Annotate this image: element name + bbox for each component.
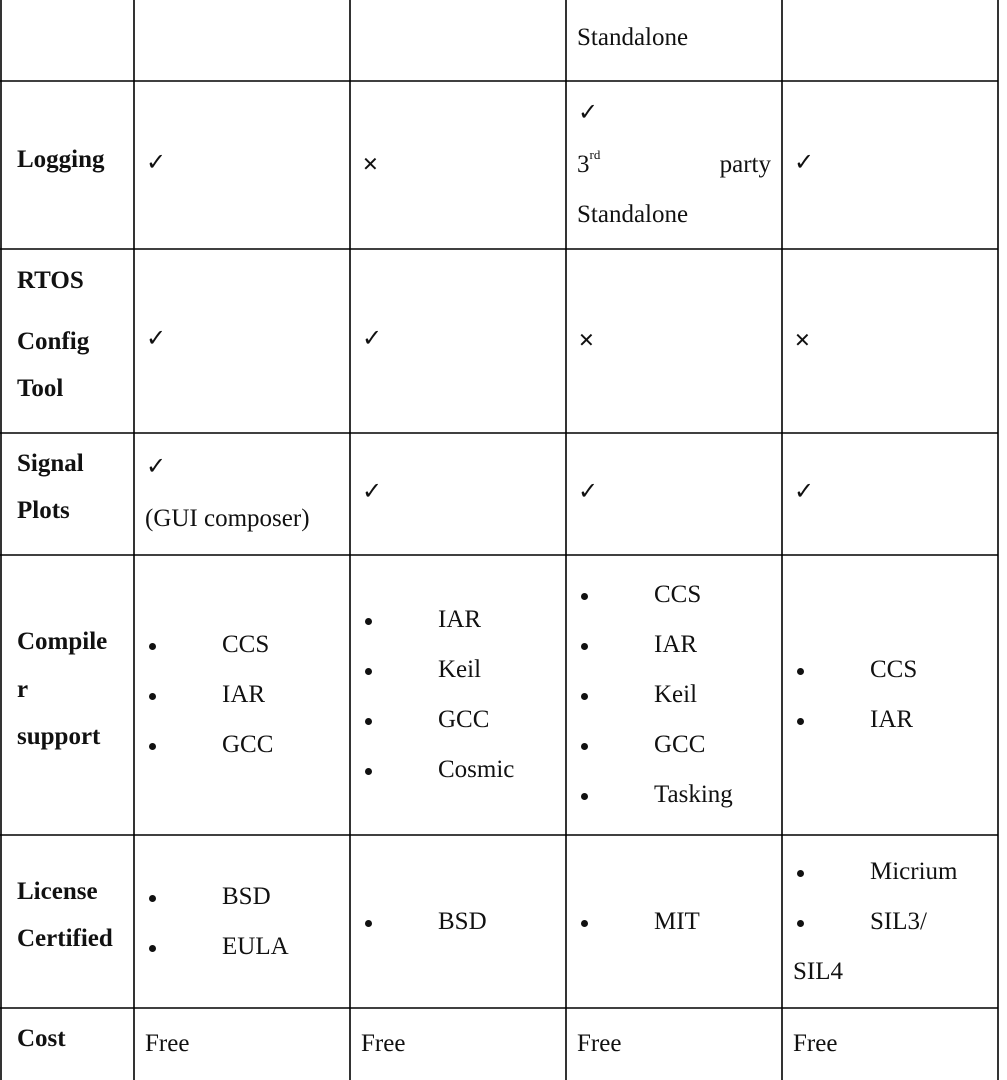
bullet-icon [365, 718, 372, 725]
bullet-icon [365, 618, 372, 625]
cross-icon: ✕ [794, 328, 811, 352]
table-cell [782, 433, 998, 555]
table-cell [134, 1008, 350, 1080]
table-cell [566, 433, 782, 555]
bullet-text: Cosmic [438, 756, 515, 783]
table-cell [566, 835, 782, 1008]
table-cell [566, 249, 782, 433]
bullet-text: CCS [654, 581, 702, 608]
bullet-icon [365, 668, 372, 675]
cell-text: party [719, 151, 771, 178]
row-label-line: Logging [17, 146, 105, 173]
cell-text: SIL4 [793, 957, 843, 985]
table-cell [350, 0, 566, 81]
bullet-icon [149, 743, 156, 750]
bullet-text: SIL3/ [870, 907, 927, 935]
check-icon: ✓ [146, 452, 167, 480]
bullet-icon [149, 945, 156, 952]
cross-icon: ✕ [578, 328, 595, 352]
table-cell [350, 1008, 566, 1080]
cell-text: Free [361, 1030, 406, 1057]
table-cell [782, 1008, 998, 1080]
bullet-icon [581, 593, 588, 600]
bullet-icon [581, 793, 588, 800]
table-cell [134, 249, 350, 433]
row-label-line: Plots [17, 497, 70, 524]
row-label-line: License [17, 878, 98, 905]
table-cell [350, 249, 566, 433]
bullet-text: GCC [438, 706, 490, 733]
bullet-icon [149, 895, 156, 902]
table-cell [782, 81, 998, 249]
bullet-text: CCS [222, 631, 270, 658]
superscript: rd [589, 147, 601, 162]
bullet-text: IAR [438, 606, 482, 633]
bullet-icon [149, 643, 156, 650]
table-cell [782, 555, 998, 835]
row-label-cell [1, 0, 134, 81]
bullet-text: CCS [870, 656, 918, 683]
bullet-icon [581, 643, 588, 650]
row-label-line: Compile [17, 628, 108, 655]
bullet-text: EULA [222, 932, 289, 960]
table-cell [782, 0, 998, 81]
bullet-text: IAR [870, 706, 914, 733]
bullet-icon [797, 870, 804, 877]
row-label-cell [1, 433, 134, 555]
table-cell [350, 555, 566, 835]
cell-text: Free [577, 1030, 622, 1057]
table-cell [350, 835, 566, 1008]
bullet-text: GCC [654, 731, 706, 758]
table-cell [566, 81, 782, 249]
bullet-icon [797, 718, 804, 725]
bullet-text: BSD [438, 907, 487, 935]
row-label-line: Certified [17, 925, 113, 952]
bullet-icon [581, 693, 588, 700]
bullet-text: Keil [654, 681, 698, 708]
check-icon: ✓ [794, 148, 815, 176]
row-label-cell [1, 249, 134, 433]
table-cell [134, 835, 350, 1008]
bullet-icon [581, 920, 588, 927]
table-cell [782, 835, 998, 1008]
bullet-icon [797, 920, 804, 927]
table-cell [566, 555, 782, 835]
table-cell [566, 1008, 782, 1080]
check-icon: ✓ [578, 477, 599, 505]
bullet-text: MIT [654, 907, 700, 935]
row-label-line: Cost [17, 1025, 66, 1052]
row-label-line: r [17, 676, 29, 703]
table-cell [782, 249, 998, 433]
cell-text: Standalone [577, 24, 689, 51]
cell-text: Free [793, 1030, 838, 1057]
check-icon: ✓ [146, 324, 167, 352]
bullet-icon [581, 743, 588, 750]
bullet-text: Keil [438, 656, 482, 683]
row-label-line: Tool [17, 375, 64, 402]
row-label-cell [1, 81, 134, 249]
bullet-text: GCC [222, 731, 274, 758]
bullet-text: BSD [222, 882, 271, 910]
row-label-cell [1, 1008, 134, 1080]
check-icon: ✓ [578, 98, 599, 126]
row-label-line: Signal [17, 450, 84, 477]
row-label-line: RTOS [17, 267, 84, 294]
bullet-icon [365, 920, 372, 927]
check-icon: ✓ [794, 477, 815, 505]
cross-icon: ✕ [362, 152, 379, 176]
cell-text: (GUI composer) [145, 505, 310, 532]
table-cell [134, 81, 350, 249]
table-cell [350, 433, 566, 555]
check-icon: ✓ [146, 148, 167, 176]
table-cell [566, 0, 782, 81]
table-cell [350, 81, 566, 249]
row-label-cell [1, 835, 134, 1008]
bullet-text: IAR [654, 631, 698, 658]
table-cell [134, 433, 350, 555]
bullet-icon [365, 768, 372, 775]
cell-text: 3rd [577, 147, 601, 178]
table-cell [134, 0, 350, 81]
check-icon: ✓ [362, 477, 383, 505]
row-label-line: Config [17, 328, 90, 355]
bullet-text: IAR [222, 681, 266, 708]
bullet-icon [149, 693, 156, 700]
bullet-icon [797, 668, 804, 675]
row-label-cell [1, 555, 134, 835]
bullet-text: Micrium [870, 857, 958, 885]
cell-text: Standalone [577, 201, 689, 228]
bullet-text: Tasking [654, 781, 733, 808]
table-cell [134, 555, 350, 835]
cell-text: Free [145, 1030, 190, 1057]
row-label-line: support [17, 723, 101, 750]
check-icon: ✓ [362, 324, 383, 352]
